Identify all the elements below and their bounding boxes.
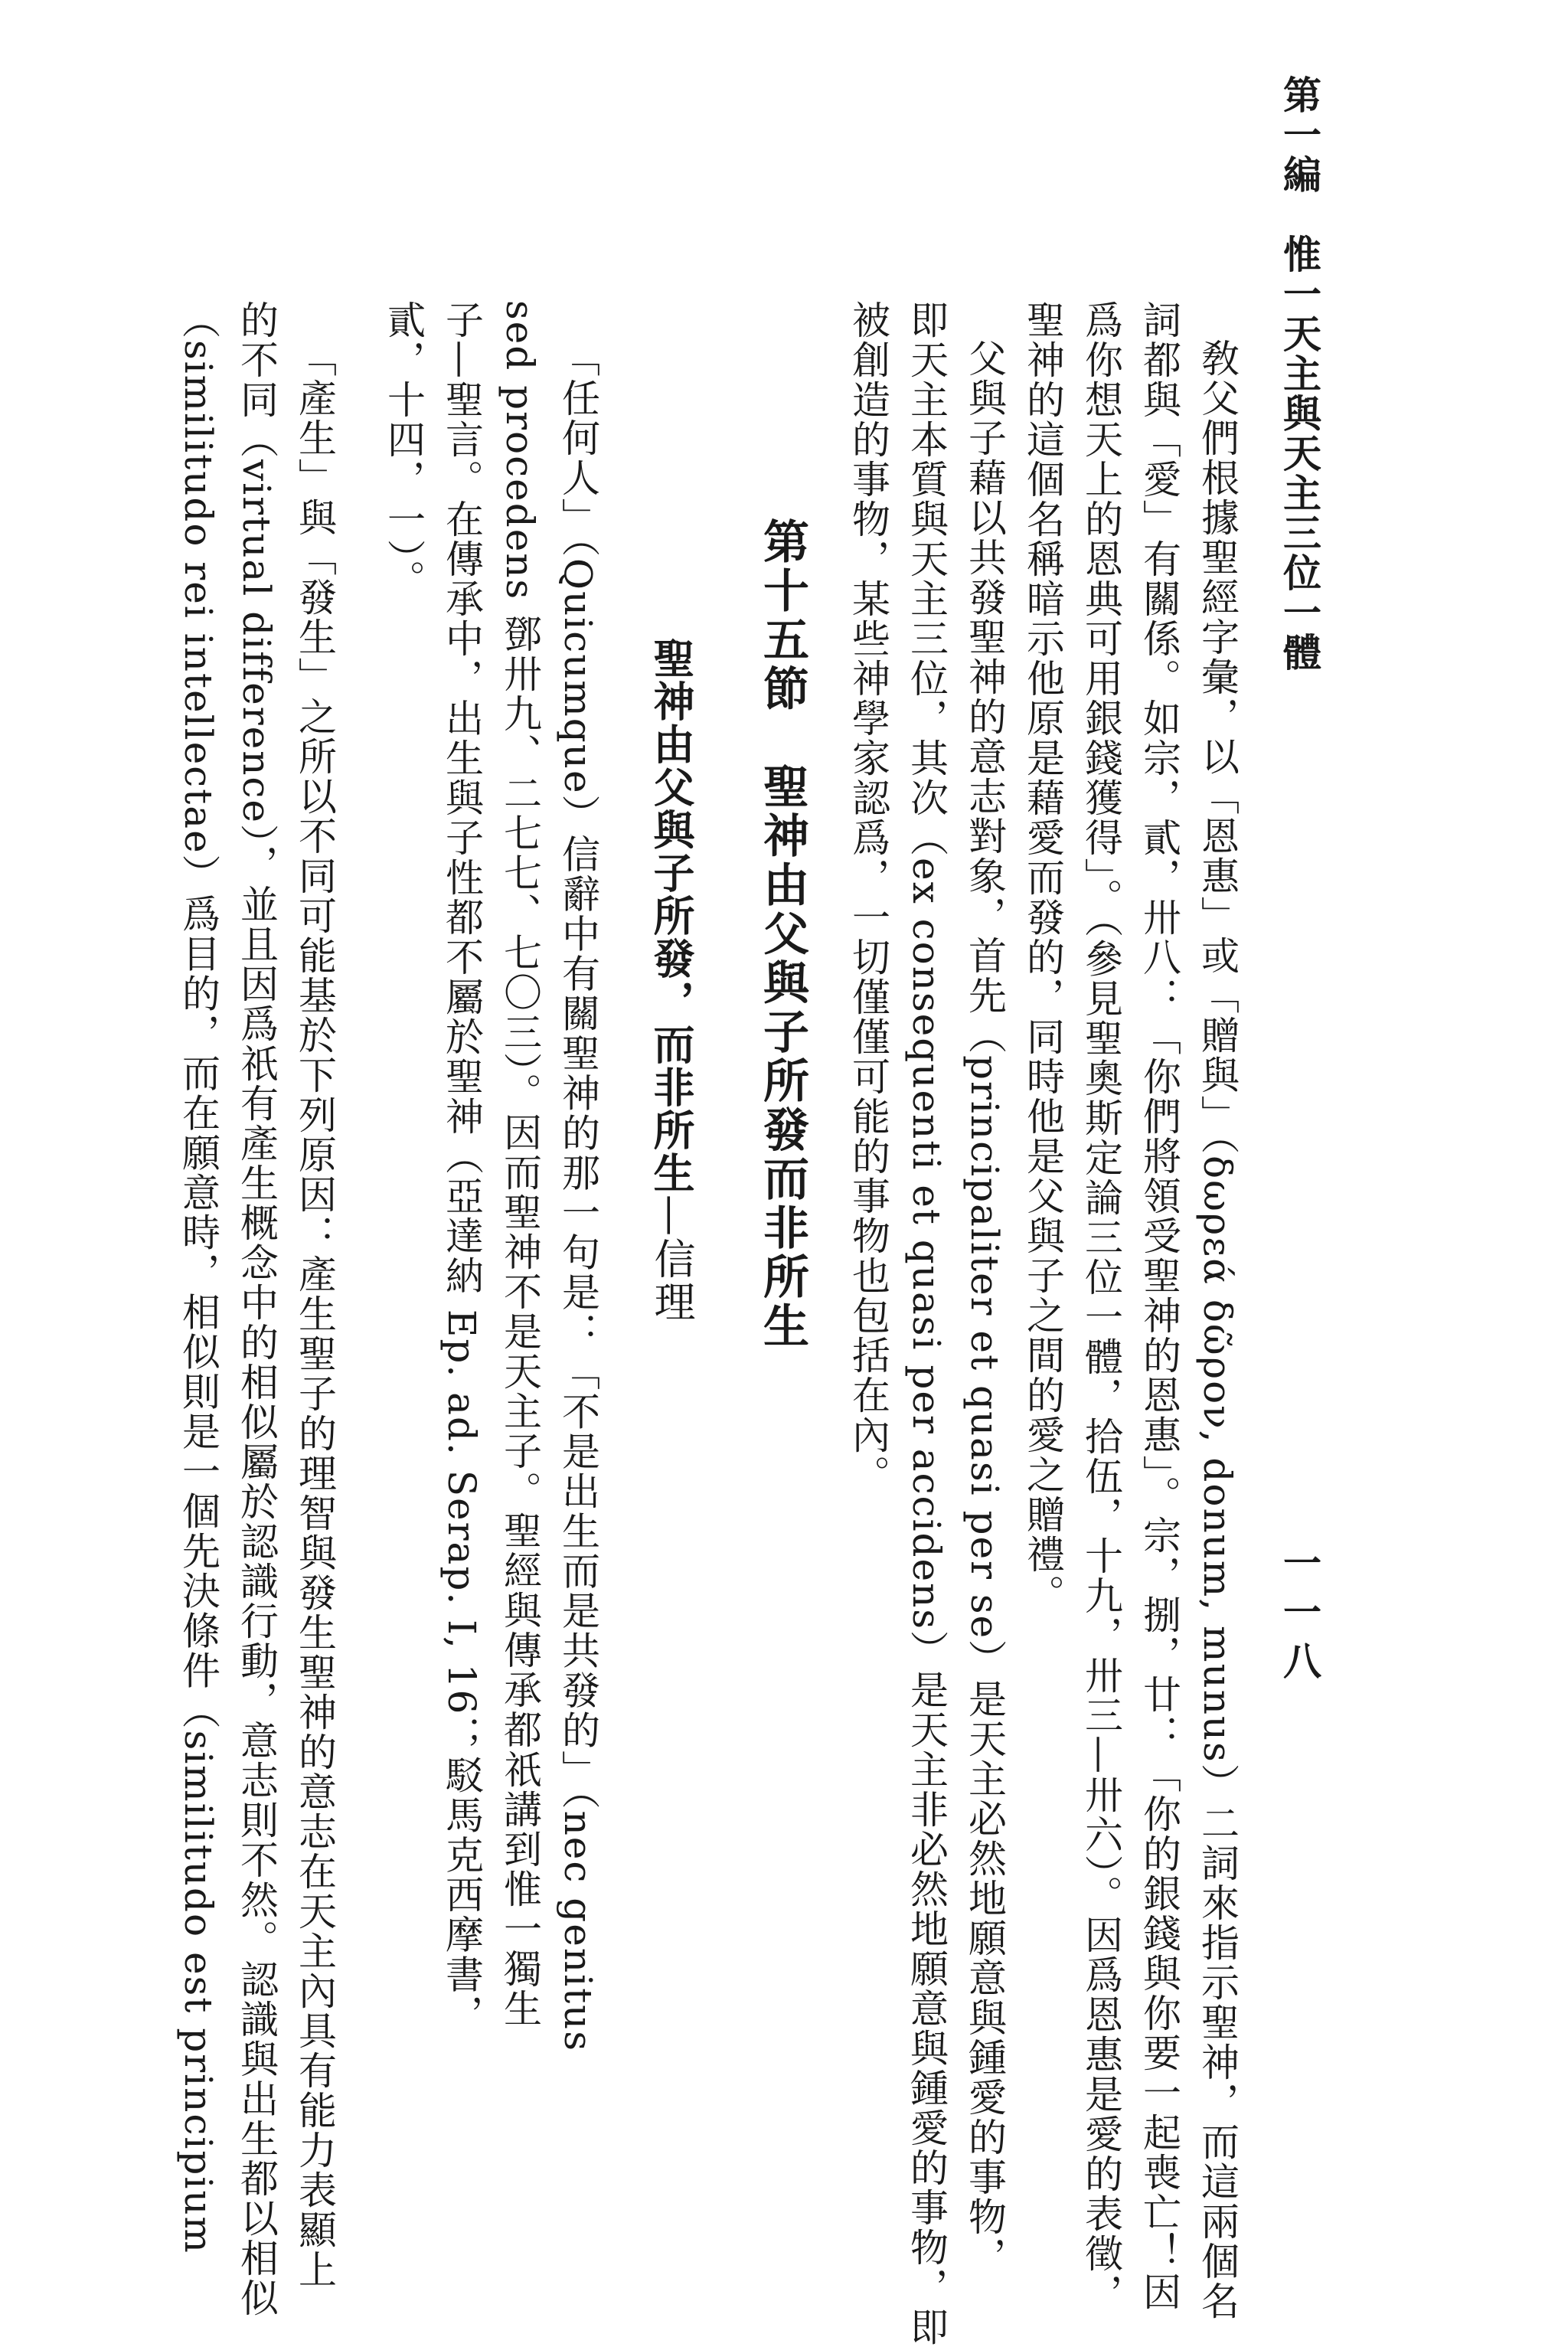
- text-line: 子—聖言。在傳承中，出生與子性都不屬於聖神（亞達納 Ep. ad. Serap. I, 16；駁馬克西摩書，: [439, 300, 484, 2035]
- text-line: （similitudo rei intellectae）爲目的，而在願意時，相似則是一個先決條件（similitudo est principium: [176, 300, 220, 2254]
- text-line: 敎父們根據聖經字彙，以「恩惠」或「贈與」（δωρεά δῶρον, donum, munus）二詞來指示聖神，而這兩個名: [1195, 338, 1240, 2321]
- thesis-note: —信理: [648, 1195, 696, 1323]
- text-line: 聖神的這個名稱暗示他原是藉愛而發的，同時他是父與子之間的愛之贈禮。: [1021, 300, 1065, 1614]
- text-line: 即天主本質與天主三位，其次（ex consequenti et quasi per accidens）是天主非必然地願意與鍾愛的事物，即: [904, 300, 949, 2347]
- text-line: 詞都與「愛」有關係。如宗，貳，卅八：「你們將領受聖神的恩惠」。宗，捌，廿：「你的銀錢與你要一起喪亡！因: [1137, 300, 1181, 2312]
- text-line: 的不同（virtual difference），並且因爲祇有產生概念中的相似屬於認識行動，意志則不然。認識與出生都以相似: [234, 300, 279, 2319]
- running-head: 第一編 惟一天主與天主三位一體: [1277, 75, 1322, 672]
- thesis-heading: [647, 637, 696, 1323]
- text-line: 「產生」與「發生」之所以不同可能基於下列原因：產生聖子的理智與發生聖神的意志在天主內具有能力表顯上: [292, 338, 337, 2290]
- text-line: 被創造的事物，某些神學家認爲，一切僅僅可能的事物也包括在內。: [846, 300, 890, 1495]
- text-line: sed procedens 鄧卅九、二七七、七〇三）。因而聖神不是天主子。聖經與傳承都祇講到惟一獨生: [498, 300, 542, 2029]
- thesis-text: 聖神由父與子所發，而非所生: [647, 637, 696, 1195]
- text-line: 貳，十四，一）。: [381, 300, 426, 600]
- text-line: 爲你想天上的恩典可用銀錢獲得」。（參見聖奧斯定論三位一體，拾伍，十九，卅三—卅六）。因爲恩惠是愛的表徵，: [1079, 300, 1123, 2313]
- text-line: 「任何人」（Quicumque）信辭中有關聖神的那一句是：「不是出生而是共發的」（nec genitus: [556, 338, 600, 2053]
- text-line: 父與子藉以共發聖神的意志對象，首先（principaliter et quasi per se）是天主必然地願意與鍾愛的事物，: [962, 338, 1007, 2277]
- page-number: 一一八: [1277, 1543, 1322, 1690]
- section-title: 第十五節 聖神由父與子所發而非所生: [756, 518, 809, 1351]
